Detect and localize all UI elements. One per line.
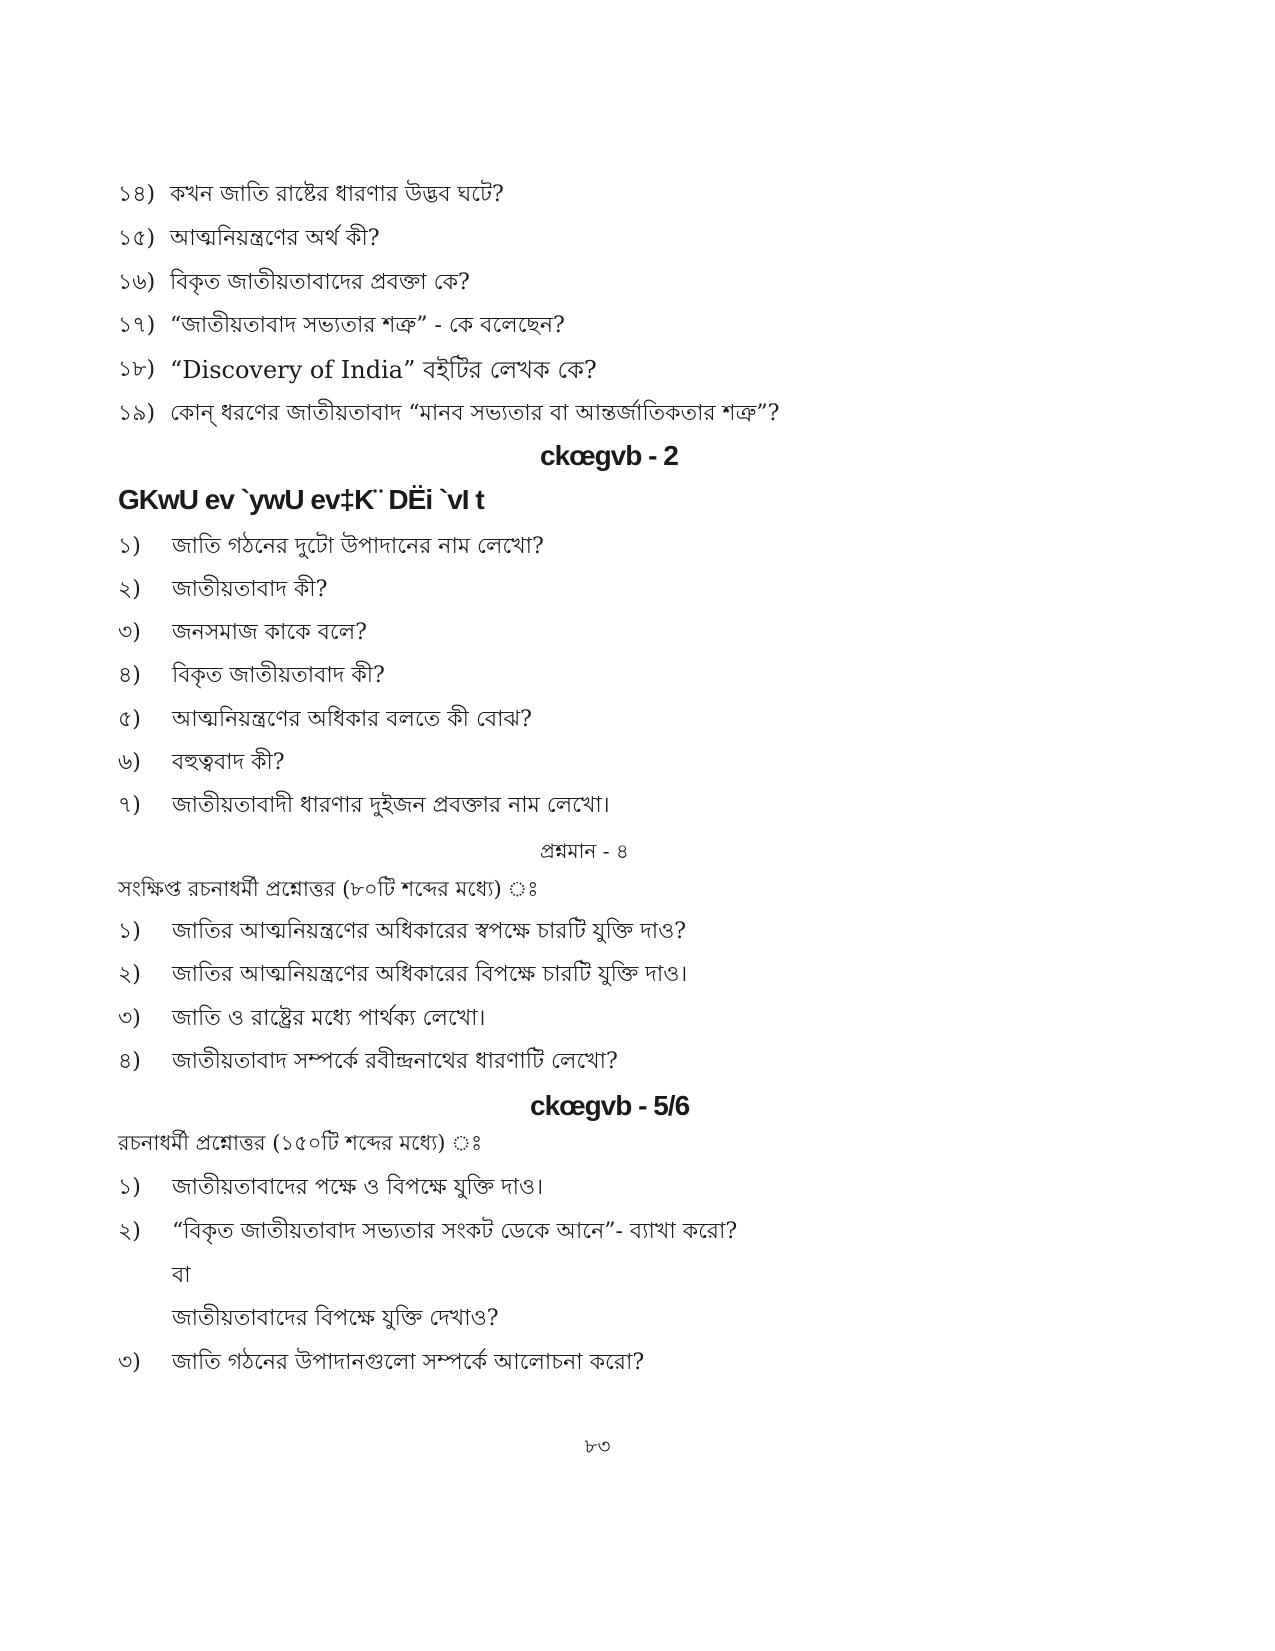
question-text: জাতি গঠনের উপাদানগুলো সম্পর্কে আলোচনা করো? bbox=[172, 1350, 645, 1375]
question-text: “বিকৃত জাতীয়তাবাদ সভ্যতার সংকট ডেকে আনে”- ব্যাখা করো? bbox=[172, 1219, 738, 1244]
question-16 bbox=[118, 268, 470, 298]
question-number: ১৭) bbox=[118, 313, 156, 338]
question-number: ১৪) bbox=[118, 182, 156, 207]
question-number: ২) bbox=[118, 962, 141, 987]
question-number: ১) bbox=[118, 534, 141, 559]
s56-question-2-alt: জাতীয়তাবাদের বিপক্ষে যুক্তি দেখাও? bbox=[172, 1306, 499, 1331]
page-number: ৮৩ bbox=[584, 1434, 611, 1458]
question-text: “জাতীয়তাবাদ সভ্যতার শত্রু” - কে বলেছেন? bbox=[170, 313, 565, 338]
s56-question-1 bbox=[118, 1173, 543, 1203]
question-text: বিকৃত জাতীয়তাবাদ কী? bbox=[172, 663, 385, 688]
question-text: বহুত্ববাদ কী? bbox=[172, 750, 285, 775]
question-number: ১৫) bbox=[118, 226, 156, 251]
question-text: জাতীয়তাবাদ কী? bbox=[172, 577, 328, 602]
s2-question-6 bbox=[118, 748, 285, 778]
s2-question-3 bbox=[118, 618, 367, 648]
s56-question-2 bbox=[118, 1217, 737, 1247]
s2-question-2 bbox=[118, 575, 327, 605]
question-18 bbox=[118, 355, 597, 385]
question-19 bbox=[118, 399, 779, 429]
s4-question-3 bbox=[118, 1004, 485, 1034]
question-text: কোন্ ধরণের জাতীয়তাবাদ “মানব সভ্যতার বা আন্তর্জাতিকতার শত্রু”? bbox=[170, 401, 780, 426]
question-text: জাতীয়তাবাদী ধারণার দুইজন প্রবক্তার নাম লেখো। bbox=[172, 793, 610, 818]
question-text: বিকৃত জাতীয়তাবাদের প্রবক্তা কে? bbox=[170, 270, 470, 295]
question-text: জাতীয়তাবাদ সম্পর্কে রবীন্দ্রনাথের ধারণাটি লেখো? bbox=[172, 1049, 618, 1074]
question-text: জনসমাজ কাকে বলে? bbox=[172, 620, 367, 645]
question-number: ৪) bbox=[118, 663, 141, 688]
question-text: আত্মনিয়ন্ত্রণের অধিকার বলতে কী বোঝ? bbox=[172, 707, 532, 732]
question-text: কখন জাতি রাষ্টের ধারণার উদ্ভব ঘটে? bbox=[170, 182, 504, 207]
question-text: “Discovery of India” বইটির লেখক কে? bbox=[170, 356, 597, 384]
question-number: ৪) bbox=[118, 1049, 141, 1074]
question-text: জাতির আত্মনিয়ন্ত্রণের অধিকারের বিপক্ষে চারটি যুক্তি দাও। bbox=[172, 962, 688, 987]
section-2-marks-label: ckœgvb - 2 bbox=[540, 440, 678, 471]
s2-question-5 bbox=[118, 705, 532, 735]
question-number: ২) bbox=[118, 1219, 141, 1244]
section-56-marks-label: ckœgvb - 5/6 bbox=[530, 1090, 690, 1121]
s4-question-4 bbox=[118, 1047, 618, 1077]
question-text: জাতি গঠনের দুটো উপাদানের নাম লেখো? bbox=[172, 534, 544, 559]
question-14 bbox=[118, 180, 504, 210]
question-number: ৩) bbox=[118, 620, 141, 645]
s4-question-2 bbox=[118, 960, 687, 990]
section-4-marks-label: প্রশ্নমান - ৪ bbox=[540, 839, 629, 863]
question-number: ১) bbox=[118, 1175, 141, 1200]
question-number: ৩) bbox=[118, 1006, 141, 1031]
section-4-title: সংক্ষিপ্ত রচনাধর্মী প্রশ্নোত্তর (৮০টি শব্দের মধ্যে) ঃ bbox=[118, 877, 539, 901]
question-text: জাতির আত্মনিয়ন্ত্রণের অধিকারের স্বপক্ষে চারটি যুক্তি দাও? bbox=[172, 919, 687, 944]
question-number: ৬) bbox=[118, 750, 141, 775]
question-number: ১৮) bbox=[118, 357, 156, 382]
question-number: ১) bbox=[118, 919, 141, 944]
or-separator: বা bbox=[172, 1263, 191, 1288]
question-15 bbox=[118, 224, 380, 254]
question-number: ১৬) bbox=[118, 270, 156, 295]
s2-question-7 bbox=[118, 791, 610, 821]
question-number: ২) bbox=[118, 577, 141, 602]
s56-question-3 bbox=[118, 1348, 644, 1378]
question-text: জাতি ও রাষ্ট্রের মধ্যে পার্থক্য লেখো। bbox=[172, 1006, 486, 1031]
question-number: ১৯) bbox=[118, 401, 156, 426]
s2-question-4 bbox=[118, 661, 385, 691]
section-56-title: রচনাধর্মী প্রশ্নোত্তর (১৫০টি শব্দের মধ্যে) ঃ bbox=[118, 1131, 483, 1155]
question-number: ৫) bbox=[118, 707, 141, 732]
question-17 bbox=[118, 311, 565, 341]
question-text: আত্মনিয়ন্ত্রণের অর্থ কী? bbox=[170, 226, 380, 251]
question-text: জাতীয়তাবাদের পক্ষে ও বিপক্ষে যুক্তি দাও। bbox=[172, 1175, 544, 1200]
s2-question-1 bbox=[118, 532, 544, 562]
question-number: ৩) bbox=[118, 1350, 141, 1375]
section-2-title: GKwU ev `ywU ev‡K¨ DËi `vI t bbox=[118, 484, 484, 515]
question-number: ৭) bbox=[118, 793, 141, 818]
s4-question-1 bbox=[118, 917, 686, 947]
